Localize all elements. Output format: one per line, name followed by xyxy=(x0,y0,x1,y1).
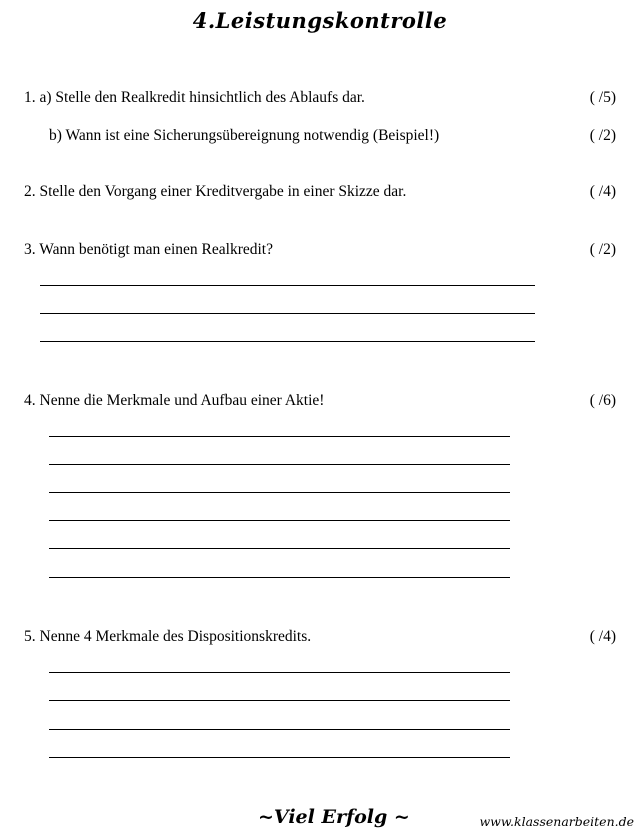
question-5-points: ( /4) xyxy=(589,628,616,645)
question-1b-points: ( /2) xyxy=(589,127,616,144)
answer-line[interactable] xyxy=(49,729,510,730)
question-4-text: 4. Nenne die Merkmale und Aufbau einer Aktie! xyxy=(24,392,325,409)
answer-line[interactable] xyxy=(49,548,510,549)
question-5-text: 5. Nenne 4 Merkmale des Dispositionskredits. xyxy=(24,628,312,645)
answer-line[interactable] xyxy=(49,436,510,437)
website-watermark: www.klassenarbeiten.de xyxy=(479,814,634,829)
page-title: 4.Leistungskontrolle xyxy=(192,8,448,33)
question-1b-text: b) Wann ist eine Sicherungsübereignung notwendig (Beispiel!) xyxy=(49,127,440,144)
answer-line[interactable] xyxy=(49,577,510,578)
answer-line[interactable] xyxy=(40,285,535,286)
question-4-points: ( /6) xyxy=(589,392,616,409)
answer-line[interactable] xyxy=(40,341,535,342)
answer-line[interactable] xyxy=(40,313,535,314)
answer-line[interactable] xyxy=(49,520,510,521)
question-1a-text: 1. a) Stelle den Realkredit hinsichtlich des Ablaufs dar. xyxy=(24,89,365,106)
question-3-text: 3. Wann benötigt man einen Realkredit? xyxy=(24,241,273,258)
answer-line[interactable] xyxy=(49,492,510,493)
answer-line[interactable] xyxy=(49,464,510,465)
answer-line[interactable] xyxy=(49,700,510,701)
closing-text: ~Viel Erfolg ~ xyxy=(258,806,410,828)
question-2-points: ( /4) xyxy=(589,183,616,200)
answer-line[interactable] xyxy=(49,672,510,673)
question-3-points: ( /2) xyxy=(589,241,616,258)
question-1a-points: ( /5) xyxy=(589,89,616,106)
question-2-text: 2. Stelle den Vorgang einer Kreditvergabe in einer Skizze dar. xyxy=(24,183,407,200)
answer-line[interactable] xyxy=(49,757,510,758)
